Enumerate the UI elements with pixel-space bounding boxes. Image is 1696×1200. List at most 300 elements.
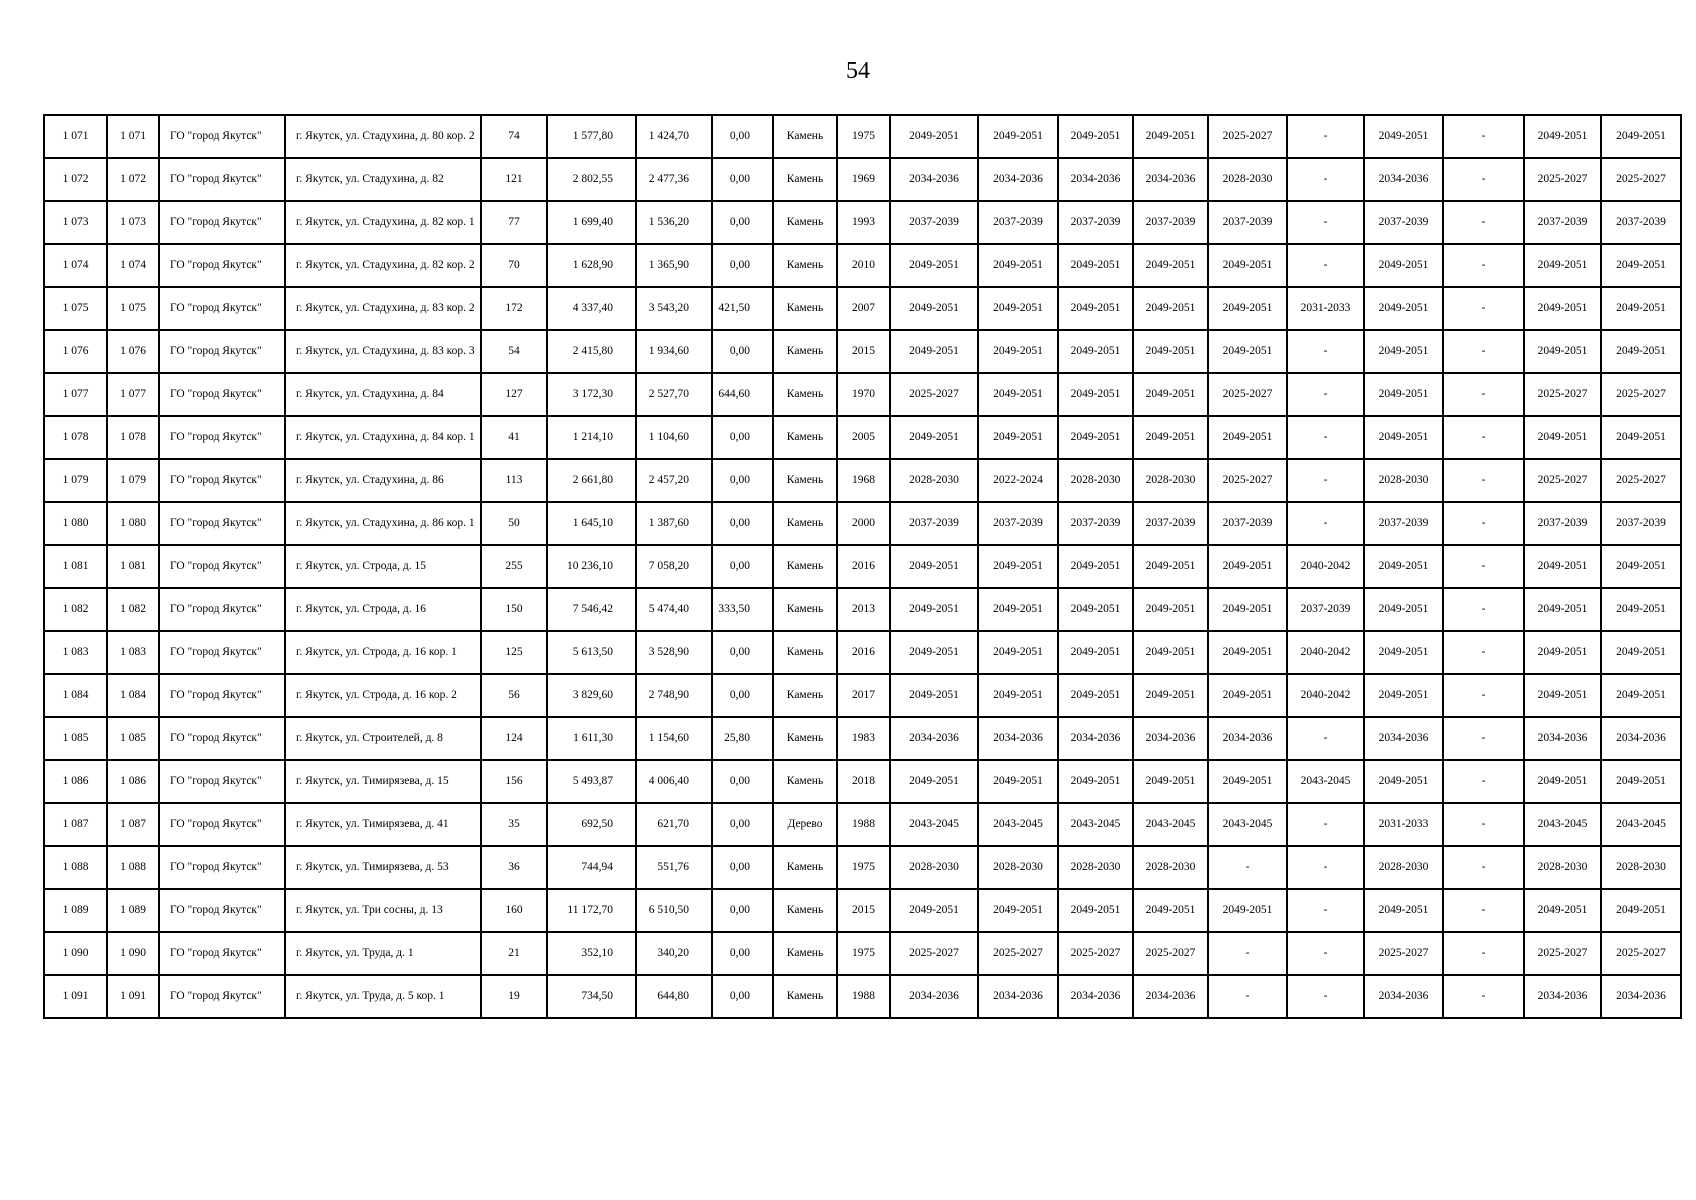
cell-living-area: 551,76 <box>636 846 712 889</box>
cell-municipality: ГО "город Якутск" <box>159 459 285 502</box>
cell-period-4: 2049-2051 <box>1133 287 1208 330</box>
cell-total-area: 7 546,42 <box>547 588 636 631</box>
cell-row-number: 1 071 <box>44 115 107 158</box>
cell-period-3: 2034-2036 <box>1058 717 1133 760</box>
cell-period-2: 2049-2051 <box>978 631 1058 674</box>
cell-wall-material: Камень <box>773 545 837 588</box>
table-row <box>44 158 1681 201</box>
cell-municipality: ГО "город Якутск" <box>159 803 285 846</box>
cell-period-7: 2037-2039 <box>1364 201 1443 244</box>
cell-build-year: 1975 <box>837 932 890 975</box>
table-row <box>44 846 1681 889</box>
cell-period-8: - <box>1443 631 1524 674</box>
cell-row-number: 1 089 <box>44 889 107 932</box>
housing-repair-table <box>43 114 1682 1019</box>
cell-period-3: 2043-2045 <box>1058 803 1133 846</box>
cell-period-2: 2049-2051 <box>978 588 1058 631</box>
cell-municipality: ГО "город Якутск" <box>159 502 285 545</box>
cell-period-5: 2049-2051 <box>1208 631 1287 674</box>
cell-period-2: 2028-2030 <box>978 846 1058 889</box>
cell-period-8: - <box>1443 330 1524 373</box>
cell-build-year: 2005 <box>837 416 890 459</box>
cell-municipality: ГО "город Якутск" <box>159 115 285 158</box>
cell-municipality: ГО "город Якутск" <box>159 416 285 459</box>
cell-living-area: 2 457,20 <box>636 459 712 502</box>
cell-period-4: 2034-2036 <box>1133 975 1208 1018</box>
cell-object-number: 1 071 <box>107 115 159 158</box>
cell-row-number: 1 072 <box>44 158 107 201</box>
cell-nonliving-area: 0,00 <box>712 975 773 1018</box>
cell-total-area: 11 172,70 <box>547 889 636 932</box>
cell-period-5: 2049-2051 <box>1208 244 1287 287</box>
cell-municipality: ГО "город Якутск" <box>159 373 285 416</box>
cell-row-number: 1 086 <box>44 760 107 803</box>
cell-wall-material: Камень <box>773 631 837 674</box>
table-row <box>44 502 1681 545</box>
cell-living-area: 1 536,20 <box>636 201 712 244</box>
cell-total-area: 1 645,10 <box>547 502 636 545</box>
cell-living-area: 7 058,20 <box>636 545 712 588</box>
cell-nonliving-area: 0,00 <box>712 115 773 158</box>
table-row <box>44 674 1681 717</box>
cell-build-year: 2007 <box>837 287 890 330</box>
cell-period-4: 2049-2051 <box>1133 889 1208 932</box>
cell-period-7: 2037-2039 <box>1364 502 1443 545</box>
cell-residents: 21 <box>481 932 547 975</box>
cell-municipality: ГО "город Якутск" <box>159 201 285 244</box>
cell-period-7: 2049-2051 <box>1364 674 1443 717</box>
cell-period-9: 2037-2039 <box>1524 502 1601 545</box>
cell-object-number: 1 074 <box>107 244 159 287</box>
cell-period-6: - <box>1287 416 1364 459</box>
cell-period-9: 2034-2036 <box>1524 975 1601 1018</box>
cell-period-2: 2049-2051 <box>978 760 1058 803</box>
cell-residents: 124 <box>481 717 547 760</box>
cell-period-10: 2049-2051 <box>1601 588 1681 631</box>
cell-nonliving-area: 644,60 <box>712 373 773 416</box>
cell-nonliving-area: 0,00 <box>712 803 773 846</box>
cell-wall-material: Камень <box>773 373 837 416</box>
table-row <box>44 717 1681 760</box>
cell-period-2: 2049-2051 <box>978 545 1058 588</box>
cell-period-1: 2034-2036 <box>890 158 978 201</box>
cell-period-9: 2043-2045 <box>1524 803 1601 846</box>
cell-nonliving-area: 25,80 <box>712 717 773 760</box>
table-row <box>44 545 1681 588</box>
cell-object-number: 1 086 <box>107 760 159 803</box>
cell-municipality: ГО "город Якутск" <box>159 244 285 287</box>
cell-period-2: 2049-2051 <box>978 373 1058 416</box>
cell-period-6: - <box>1287 330 1364 373</box>
cell-object-number: 1 081 <box>107 545 159 588</box>
cell-period-2: 2022-2024 <box>978 459 1058 502</box>
cell-wall-material: Камень <box>773 287 837 330</box>
cell-period-7: 2034-2036 <box>1364 717 1443 760</box>
cell-address: г. Якутск, ул. Тимирязева, д. 15 <box>285 760 481 803</box>
cell-residents: 172 <box>481 287 547 330</box>
cell-address: г. Якутск, ул. Стадухина, д. 83 кор. 2 <box>285 287 481 330</box>
cell-address: г. Якутск, ул. Строда, д. 16 кор. 2 <box>285 674 481 717</box>
cell-row-number: 1 091 <box>44 975 107 1018</box>
cell-period-4: 2049-2051 <box>1133 330 1208 373</box>
cell-row-number: 1 088 <box>44 846 107 889</box>
cell-period-7: 2034-2036 <box>1364 158 1443 201</box>
cell-wall-material: Камень <box>773 889 837 932</box>
cell-build-year: 2015 <box>837 889 890 932</box>
cell-address: г. Якутск, ул. Строда, д. 16 <box>285 588 481 631</box>
cell-period-9: 2025-2027 <box>1524 158 1601 201</box>
cell-period-8: - <box>1443 201 1524 244</box>
cell-address: г. Якутск, ул. Стадухина, д. 83 кор. 3 <box>285 330 481 373</box>
cell-object-number: 1 076 <box>107 330 159 373</box>
cell-address: г. Якутск, ул. Стадухина, д. 84 кор. 1 <box>285 416 481 459</box>
cell-living-area: 1 424,70 <box>636 115 712 158</box>
cell-period-1: 2034-2036 <box>890 717 978 760</box>
cell-period-10: 2043-2045 <box>1601 803 1681 846</box>
cell-nonliving-area: 0,00 <box>712 932 773 975</box>
cell-total-area: 1 577,80 <box>547 115 636 158</box>
cell-address: г. Якутск, ул. Тимирязева, д. 53 <box>285 846 481 889</box>
cell-build-year: 2018 <box>837 760 890 803</box>
cell-row-number: 1 077 <box>44 373 107 416</box>
cell-address: г. Якутск, ул. Строда, д. 15 <box>285 545 481 588</box>
cell-nonliving-area: 0,00 <box>712 846 773 889</box>
cell-period-10: 2049-2051 <box>1601 889 1681 932</box>
cell-living-area: 1 387,60 <box>636 502 712 545</box>
cell-period-9: 2025-2027 <box>1524 459 1601 502</box>
cell-row-number: 1 078 <box>44 416 107 459</box>
cell-period-4: 2025-2027 <box>1133 932 1208 975</box>
cell-period-7: 2025-2027 <box>1364 932 1443 975</box>
cell-period-3: 2049-2051 <box>1058 330 1133 373</box>
cell-period-4: 2049-2051 <box>1133 416 1208 459</box>
cell-period-4: 2028-2030 <box>1133 846 1208 889</box>
cell-period-4: 2049-2051 <box>1133 545 1208 588</box>
cell-living-area: 340,20 <box>636 932 712 975</box>
cell-total-area: 734,50 <box>547 975 636 1018</box>
cell-residents: 255 <box>481 545 547 588</box>
cell-living-area: 3 543,20 <box>636 287 712 330</box>
cell-period-2: 2049-2051 <box>978 115 1058 158</box>
cell-period-5: 2049-2051 <box>1208 674 1287 717</box>
cell-period-9: 2028-2030 <box>1524 846 1601 889</box>
cell-period-3: 2049-2051 <box>1058 244 1133 287</box>
cell-wall-material: Камень <box>773 674 837 717</box>
cell-municipality: ГО "город Якутск" <box>159 631 285 674</box>
cell-object-number: 1 079 <box>107 459 159 502</box>
cell-residents: 156 <box>481 760 547 803</box>
cell-total-area: 3 172,30 <box>547 373 636 416</box>
cell-build-year: 2010 <box>837 244 890 287</box>
cell-object-number: 1 073 <box>107 201 159 244</box>
cell-period-6: 2040-2042 <box>1287 545 1364 588</box>
cell-period-7: 2049-2051 <box>1364 760 1443 803</box>
cell-municipality: ГО "город Якутск" <box>159 932 285 975</box>
cell-object-number: 1 083 <box>107 631 159 674</box>
cell-object-number: 1 072 <box>107 158 159 201</box>
cell-municipality: ГО "город Якутск" <box>159 330 285 373</box>
cell-nonliving-area: 0,00 <box>712 502 773 545</box>
cell-residents: 56 <box>481 674 547 717</box>
cell-period-2: 2049-2051 <box>978 416 1058 459</box>
cell-period-6: - <box>1287 373 1364 416</box>
cell-wall-material: Камень <box>773 975 837 1018</box>
cell-period-10: 2037-2039 <box>1601 502 1681 545</box>
cell-wall-material: Камень <box>773 717 837 760</box>
cell-period-7: 2049-2051 <box>1364 115 1443 158</box>
cell-period-7: 2031-2033 <box>1364 803 1443 846</box>
cell-period-4: 2049-2051 <box>1133 674 1208 717</box>
cell-wall-material: Камень <box>773 932 837 975</box>
cell-residents: 121 <box>481 158 547 201</box>
cell-residents: 113 <box>481 459 547 502</box>
cell-period-10: 2049-2051 <box>1601 760 1681 803</box>
cell-period-1: 2028-2030 <box>890 459 978 502</box>
cell-nonliving-area: 0,00 <box>712 674 773 717</box>
cell-period-3: 2025-2027 <box>1058 932 1133 975</box>
cell-address: г. Якутск, ул. Стадухина, д. 82 <box>285 158 481 201</box>
cell-period-6: - <box>1287 502 1364 545</box>
cell-wall-material: Камень <box>773 588 837 631</box>
table-row <box>44 459 1681 502</box>
cell-build-year: 2016 <box>837 631 890 674</box>
cell-total-area: 352,10 <box>547 932 636 975</box>
cell-period-9: 2049-2051 <box>1524 287 1601 330</box>
cell-period-3: 2049-2051 <box>1058 588 1133 631</box>
cell-period-6: - <box>1287 803 1364 846</box>
cell-period-6: 2040-2042 <box>1287 631 1364 674</box>
cell-total-area: 2 415,80 <box>547 330 636 373</box>
table-row <box>44 373 1681 416</box>
cell-period-3: 2034-2036 <box>1058 158 1133 201</box>
cell-object-number: 1 089 <box>107 889 159 932</box>
cell-residents: 41 <box>481 416 547 459</box>
cell-period-1: 2049-2051 <box>890 760 978 803</box>
cell-total-area: 1 214,10 <box>547 416 636 459</box>
cell-period-3: 2049-2051 <box>1058 674 1133 717</box>
housing-table-container <box>43 114 1682 1019</box>
cell-municipality: ГО "город Якутск" <box>159 846 285 889</box>
cell-period-4: 2049-2051 <box>1133 588 1208 631</box>
cell-row-number: 1 082 <box>44 588 107 631</box>
cell-nonliving-area: 0,00 <box>712 201 773 244</box>
table-row <box>44 416 1681 459</box>
cell-period-7: 2028-2030 <box>1364 846 1443 889</box>
cell-period-5: 2049-2051 <box>1208 330 1287 373</box>
cell-period-5: 2025-2027 <box>1208 373 1287 416</box>
cell-period-10: 2025-2027 <box>1601 158 1681 201</box>
table-row <box>44 330 1681 373</box>
cell-municipality: ГО "город Якутск" <box>159 545 285 588</box>
cell-period-1: 2034-2036 <box>890 975 978 1018</box>
cell-period-6: - <box>1287 975 1364 1018</box>
cell-period-4: 2034-2036 <box>1133 717 1208 760</box>
cell-object-number: 1 090 <box>107 932 159 975</box>
cell-residents: 70 <box>481 244 547 287</box>
cell-row-number: 1 073 <box>44 201 107 244</box>
cell-period-7: 2028-2030 <box>1364 459 1443 502</box>
cell-period-3: 2049-2051 <box>1058 115 1133 158</box>
cell-living-area: 2 477,36 <box>636 158 712 201</box>
cell-residents: 19 <box>481 975 547 1018</box>
cell-object-number: 1 084 <box>107 674 159 717</box>
cell-build-year: 2013 <box>837 588 890 631</box>
cell-living-area: 3 528,90 <box>636 631 712 674</box>
cell-period-9: 2049-2051 <box>1524 244 1601 287</box>
cell-period-8: - <box>1443 158 1524 201</box>
cell-period-2: 2034-2036 <box>978 717 1058 760</box>
cell-address: г. Якутск, ул. Стадухина, д. 82 кор. 2 <box>285 244 481 287</box>
cell-municipality: ГО "город Якутск" <box>159 889 285 932</box>
table-body <box>44 115 1681 1018</box>
cell-period-2: 2037-2039 <box>978 502 1058 545</box>
cell-residents: 160 <box>481 889 547 932</box>
cell-residents: 50 <box>481 502 547 545</box>
cell-period-5: 2025-2027 <box>1208 459 1287 502</box>
cell-row-number: 1 079 <box>44 459 107 502</box>
cell-nonliving-area: 0,00 <box>712 158 773 201</box>
cell-living-area: 2 527,70 <box>636 373 712 416</box>
cell-living-area: 4 006,40 <box>636 760 712 803</box>
cell-row-number: 1 085 <box>44 717 107 760</box>
cell-period-7: 2049-2051 <box>1364 588 1443 631</box>
cell-municipality: ГО "город Якутск" <box>159 158 285 201</box>
cell-period-2: 2043-2045 <box>978 803 1058 846</box>
cell-period-5: 2028-2030 <box>1208 158 1287 201</box>
table-row <box>44 244 1681 287</box>
cell-period-1: 2049-2051 <box>890 588 978 631</box>
cell-period-3: 2049-2051 <box>1058 416 1133 459</box>
cell-address: г. Якутск, ул. Стадухина, д. 86 <box>285 459 481 502</box>
cell-period-10: 2049-2051 <box>1601 287 1681 330</box>
cell-period-5: 2043-2045 <box>1208 803 1287 846</box>
cell-period-2: 2037-2039 <box>978 201 1058 244</box>
cell-period-1: 2043-2045 <box>890 803 978 846</box>
cell-municipality: ГО "город Якутск" <box>159 717 285 760</box>
cell-period-2: 2025-2027 <box>978 932 1058 975</box>
cell-period-3: 2037-2039 <box>1058 201 1133 244</box>
cell-living-area: 1 154,60 <box>636 717 712 760</box>
cell-residents: 77 <box>481 201 547 244</box>
cell-period-2: 2034-2036 <box>978 158 1058 201</box>
table-row <box>44 932 1681 975</box>
cell-living-area: 6 510,50 <box>636 889 712 932</box>
cell-period-5: 2049-2051 <box>1208 416 1287 459</box>
cell-period-1: 2049-2051 <box>890 244 978 287</box>
cell-period-9: 2049-2051 <box>1524 330 1601 373</box>
cell-period-3: 2028-2030 <box>1058 846 1133 889</box>
cell-living-area: 1 934,60 <box>636 330 712 373</box>
table-row <box>44 803 1681 846</box>
cell-build-year: 2015 <box>837 330 890 373</box>
table-row <box>44 975 1681 1018</box>
cell-period-6: 2043-2045 <box>1287 760 1364 803</box>
cell-residents: 127 <box>481 373 547 416</box>
cell-nonliving-area: 0,00 <box>712 244 773 287</box>
cell-period-3: 2049-2051 <box>1058 631 1133 674</box>
cell-nonliving-area: 333,50 <box>712 588 773 631</box>
cell-living-area: 5 474,40 <box>636 588 712 631</box>
cell-period-6: - <box>1287 846 1364 889</box>
cell-period-1: 2049-2051 <box>890 416 978 459</box>
cell-period-4: 2049-2051 <box>1133 631 1208 674</box>
cell-period-10: 2025-2027 <box>1601 459 1681 502</box>
cell-period-9: 2034-2036 <box>1524 717 1601 760</box>
cell-address: г. Якутск, ул. Строителей, д. 8 <box>285 717 481 760</box>
cell-total-area: 1 699,40 <box>547 201 636 244</box>
cell-period-7: 2049-2051 <box>1364 545 1443 588</box>
cell-period-2: 2049-2051 <box>978 287 1058 330</box>
cell-period-10: 2049-2051 <box>1601 330 1681 373</box>
cell-period-6: - <box>1287 717 1364 760</box>
cell-address: г. Якутск, ул. Стадухина, д. 82 кор. 1 <box>285 201 481 244</box>
cell-build-year: 1970 <box>837 373 890 416</box>
cell-period-10: 2049-2051 <box>1601 244 1681 287</box>
cell-period-7: 2049-2051 <box>1364 244 1443 287</box>
cell-period-4: 2037-2039 <box>1133 201 1208 244</box>
cell-period-5: 2034-2036 <box>1208 717 1287 760</box>
cell-period-4: 2034-2036 <box>1133 158 1208 201</box>
cell-nonliving-area: 0,00 <box>712 330 773 373</box>
cell-period-2: 2049-2051 <box>978 889 1058 932</box>
cell-period-8: - <box>1443 287 1524 330</box>
cell-build-year: 1988 <box>837 975 890 1018</box>
cell-row-number: 1 090 <box>44 932 107 975</box>
cell-municipality: ГО "город Якутск" <box>159 588 285 631</box>
cell-municipality: ГО "город Якутск" <box>159 975 285 1018</box>
cell-period-1: 2049-2051 <box>890 287 978 330</box>
cell-address: г. Якутск, ул. Стадухина, д. 84 <box>285 373 481 416</box>
cell-row-number: 1 087 <box>44 803 107 846</box>
cell-build-year: 1968 <box>837 459 890 502</box>
cell-period-1: 2049-2051 <box>890 115 978 158</box>
cell-total-area: 4 337,40 <box>547 287 636 330</box>
cell-period-8: - <box>1443 846 1524 889</box>
cell-period-9: 2049-2051 <box>1524 545 1601 588</box>
cell-period-6: - <box>1287 115 1364 158</box>
cell-period-1: 2049-2051 <box>890 889 978 932</box>
cell-period-5: 2049-2051 <box>1208 287 1287 330</box>
cell-row-number: 1 083 <box>44 631 107 674</box>
cell-residents: 54 <box>481 330 547 373</box>
cell-period-2: 2049-2051 <box>978 674 1058 717</box>
cell-period-10: 2049-2051 <box>1601 545 1681 588</box>
cell-total-area: 692,50 <box>547 803 636 846</box>
cell-nonliving-area: 0,00 <box>712 889 773 932</box>
cell-period-8: - <box>1443 674 1524 717</box>
cell-period-4: 2043-2045 <box>1133 803 1208 846</box>
cell-period-10: 2025-2027 <box>1601 373 1681 416</box>
cell-period-7: 2049-2051 <box>1364 330 1443 373</box>
cell-row-number: 1 074 <box>44 244 107 287</box>
cell-period-4: 2049-2051 <box>1133 760 1208 803</box>
cell-period-3: 2049-2051 <box>1058 545 1133 588</box>
cell-nonliving-area: 0,00 <box>712 416 773 459</box>
cell-residents: 36 <box>481 846 547 889</box>
cell-build-year: 1988 <box>837 803 890 846</box>
cell-address: г. Якутск, ул. Три сосны, д. 13 <box>285 889 481 932</box>
cell-period-7: 2034-2036 <box>1364 975 1443 1018</box>
table-row <box>44 201 1681 244</box>
cell-residents: 35 <box>481 803 547 846</box>
cell-period-5: - <box>1208 846 1287 889</box>
cell-period-8: - <box>1443 889 1524 932</box>
cell-build-year: 2017 <box>837 674 890 717</box>
cell-period-5: 2037-2039 <box>1208 201 1287 244</box>
cell-period-6: - <box>1287 201 1364 244</box>
cell-period-1: 2049-2051 <box>890 330 978 373</box>
cell-nonliving-area: 0,00 <box>712 459 773 502</box>
